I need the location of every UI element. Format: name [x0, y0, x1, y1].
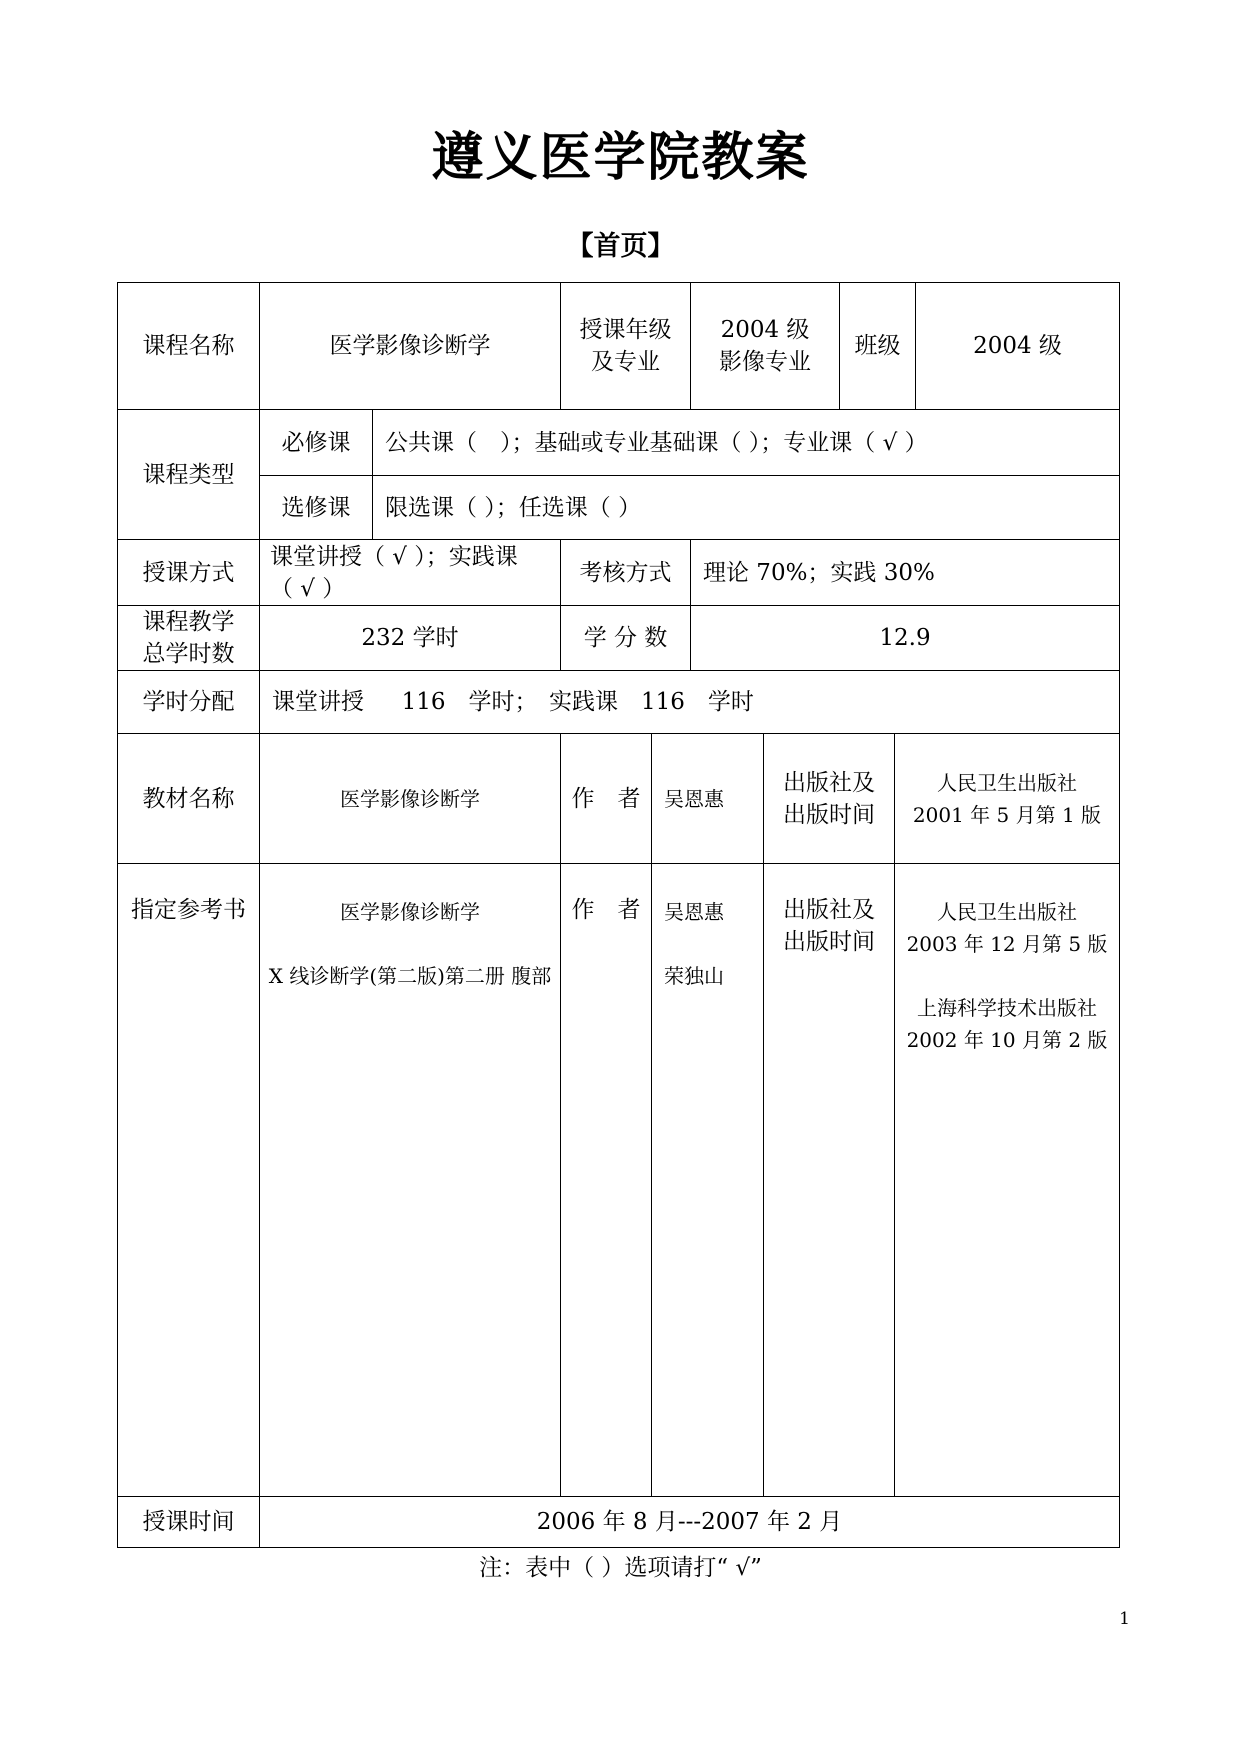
class-label-cell [839, 282, 916, 410]
course-type-label: 课程类型 [142, 461, 235, 488]
references-name-cell [259, 863, 561, 1497]
references-author-label-cell [560, 863, 652, 1497]
credit-value-cell [690, 605, 1120, 671]
schedule-label-cell [117, 1496, 260, 1548]
course-name-label: 课程名称 [142, 333, 235, 359]
reference-1-author: 吴恩惠 [664, 900, 724, 924]
references-publisher-label-line-2: 出版时间 [783, 929, 875, 955]
class-value: 2004 级 [973, 333, 1062, 359]
grade-value-line-2: 影像专业 [719, 349, 811, 375]
elective-label: 选修课 [281, 494, 351, 521]
exam-label-cell [560, 539, 691, 606]
references-publisher-label-cell [763, 863, 895, 1497]
references-author-cell [651, 863, 764, 1497]
document-title: 遵义医学院教案 [431, 128, 810, 188]
schedule-label: 授课时间 [142, 1509, 235, 1535]
credit-label-cell [560, 605, 691, 671]
textbook-author: 吴恩惠 [664, 786, 724, 811]
textbook-publisher-line-2: 2001 年 5 月第 1 版 [912, 802, 1102, 827]
hours-label-cell [117, 605, 260, 671]
textbook-label-cell [117, 733, 260, 864]
textbook-publisher-label-line-2: 出版时间 [783, 801, 875, 828]
class-value-cell [915, 282, 1120, 410]
elective-options: 限选课（ ）；任选课（ ） [385, 494, 642, 521]
method-value-line-2: （ √ ） [270, 575, 346, 602]
course-name-value-cell [259, 282, 561, 410]
textbook-author-label-cell [560, 733, 652, 864]
textbook-publisher-line-1: 人民卫生出版社 [936, 770, 1077, 795]
page-number: 1 [1119, 1609, 1130, 1629]
reference-2-author: 荣独山 [664, 964, 724, 988]
grade-label-cell [560, 282, 691, 410]
exam-value: 理论 70%；实践 30% [703, 559, 935, 586]
distribution-label: 学时分配 [142, 689, 235, 715]
references-publisher-label-line-1: 出版社及 [783, 897, 875, 923]
textbook-publisher-cell [894, 733, 1120, 864]
references-author-label: 作 者 [571, 897, 641, 923]
references-publisher-cell [894, 863, 1120, 1497]
required-options: 公共课（ ）；基础或专业基础课（ ）；专业课（ √ ） [385, 429, 928, 456]
method-value-line-1: 课堂讲授（ √ ）；实践课 [270, 543, 518, 570]
reference-2-edition: 2002 年 10 月第 2 版 [906, 1028, 1108, 1052]
exam-value-cell [690, 539, 1120, 606]
credit-value: 12.9 [879, 625, 931, 651]
required-options-cell [372, 409, 1120, 476]
document-subtitle: 【首页】 [566, 231, 675, 262]
textbook-publisher-label-line-1: 出版社及 [783, 769, 875, 796]
method-label-cell [117, 539, 260, 606]
references-label: 指定参考书 [131, 897, 246, 923]
grade-label-line-1: 授课年级 [579, 317, 672, 343]
required-label: 必修课 [281, 429, 351, 456]
distribution-value-cell [259, 670, 1120, 734]
course-name-label-cell [117, 282, 260, 410]
distribution-label-cell [117, 670, 260, 734]
course-type-label-cell [117, 409, 260, 540]
textbook-label: 教材名称 [142, 785, 235, 812]
references-label-cell [117, 863, 260, 1497]
exam-label: 考核方式 [579, 559, 672, 586]
grade-label-line-2: 及专业 [591, 349, 660, 375]
distribution-value: 课堂讲授 116 学时； 实践课 116 学时 [272, 689, 754, 715]
schedule-value-cell [259, 1496, 1120, 1548]
hours-value-cell [259, 605, 561, 671]
hours-label-line-1: 课程教学 [142, 609, 235, 635]
method-label: 授课方式 [142, 559, 235, 586]
schedule-value: 2006 年 8 月---2007 年 2 月 [536, 1509, 843, 1535]
reference-1-edition: 2003 年 12 月第 5 版 [906, 932, 1108, 956]
reference-1-publisher: 人民卫生出版社 [936, 900, 1077, 924]
elective-options-cell [372, 475, 1120, 540]
textbook-author-cell [651, 733, 764, 864]
textbook-name: 医学影像诊断学 [340, 786, 480, 811]
grade-value-line-1: 2004 级 [720, 317, 810, 343]
reference-2-name: X 线诊断学(第二版)第二册 腹部 [268, 964, 552, 988]
course-name-value: 医学影像诊断学 [329, 333, 491, 359]
textbook-publisher-label-cell [763, 733, 895, 864]
footnote: 注：表中（ ）选项请打“ √” [479, 1555, 762, 1581]
grade-value-cell [690, 282, 840, 410]
hours-label-line-2: 总学时数 [142, 641, 235, 667]
class-label: 班级 [854, 333, 901, 359]
hours-value: 232 学时 [361, 625, 459, 651]
reference-2-publisher: 上海科学技术出版社 [916, 996, 1097, 1020]
elective-label-cell [259, 475, 373, 540]
credit-label: 学 分 数 [583, 625, 668, 651]
textbook-author-label: 作 者 [571, 785, 641, 812]
textbook-name-cell [259, 733, 561, 864]
reference-1-name: 医学影像诊断学 [340, 900, 480, 924]
method-value-cell [259, 539, 561, 606]
required-label-cell [259, 409, 373, 476]
